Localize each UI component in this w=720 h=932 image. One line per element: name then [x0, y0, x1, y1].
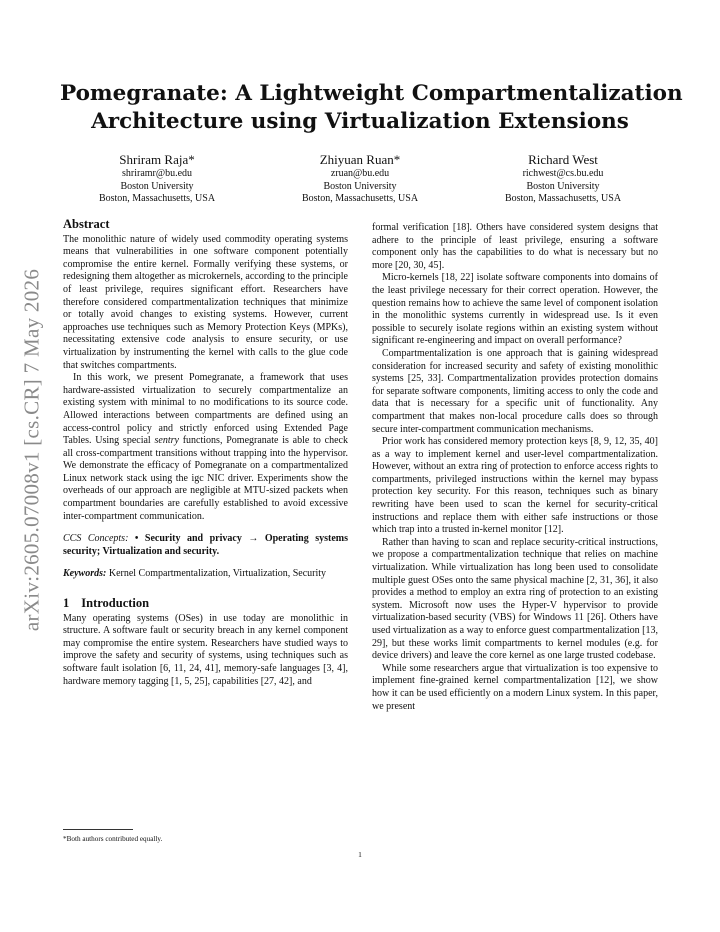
- author-name: Richard West: [528, 152, 598, 167]
- body-paragraph: Prior work has considered memory protection keys [8, 9, 12, 35, 40] as a way to implement kernel and user-level compartmentalization. However, without an extra ring of protection to enforce access rights to compartments, privileged instructions within the kernel may bypass protection key security. For this reason, techniques such as binary rewriting have been used to scan the kernel for security-critical instructions and replace them with either safe instructions or those which trap into a trusted in-kernel monitor [12].: [372, 436, 658, 536]
- intro-paragraph: Many operating systems (OSes) in use today are monolithic in structure. A software fault or security breach in any kernel component may compromise the entire system. Researchers have studied ways to improve the safety and security of systems, using techniques such as software fault isolation [6, 11, 24, 41], memory-safe languages [3, 4], hardware memory tagging [1, 5, 25], capabilities [27, 42], and: [63, 612, 348, 687]
- abstract-heading: Abstract: [63, 217, 110, 231]
- author-name: Zhiyuan Ruan*: [319, 152, 401, 167]
- author-name: Shriram Raja*: [119, 152, 195, 167]
- ccs-concepts: CCS Concepts: • Security and privacy → Operating systems security; Virtualization and security.: [63, 533, 348, 557]
- author: [62, 151, 252, 206]
- author-email: zruan@bu.edu: [330, 168, 390, 179]
- author-location: Boston, Massachusetts, USA: [301, 193, 419, 204]
- author-block: [62, 151, 658, 206]
- author: [265, 151, 455, 206]
- author-affiliation: Boston University: [323, 180, 397, 192]
- title-line: Pomegranate: A Lightweight Compartmentalization: [60, 81, 683, 106]
- body-paragraph: Rather than having to scan and replace security-critical instructions, we propose a compartmentalization technique that relies on machine virtualization. While virtualization has long been used to consolidate multiple guest OSes onto the same physical machine [2, 31, 36], it also provides a method to employ an extra ring of protection to an existing system. Microsoft now uses the Hyper-V hypervisor to provide virtualization-based security (VBS) for Windows 11 [26]. Others have used virtualization as a way to enforce guest compartmentalization [13, 29], but these works limit compartments to kernel modules (e.g. for device drivers) and leave the core kernel as one large trusted codebase.: [372, 536, 658, 662]
- arxiv-stamp: arXiv:2605.07008v1 [cs.CR] 7 May 2026: [19, 268, 44, 632]
- right-column: [372, 222, 658, 713]
- title-line: Architecture using Virtualization Extensions: [91, 109, 629, 134]
- footnote: *Both authors contributed equally.: [63, 835, 163, 843]
- footnote-rule: [63, 829, 133, 830]
- page-number: 1: [358, 850, 362, 859]
- author: [468, 151, 658, 206]
- body-paragraph: Compartmentalization is one approach that is gaining widespread consideration for increased security and safety of existing monolithic systems [25, 33]. Compartmentalization provides protection domains for separate software components, limiting access to only the code and data that is necessary for a specific unit of functionality. Any compartment that makes non-local procedure calls does so through secure inter-compartment communication mechanisms.: [372, 347, 658, 435]
- intro-heading: 1 Introduction: [63, 596, 150, 611]
- body-paragraph: formal verification [18]. Others have considered system designs that adhere to the principle of least privilege, ensuring a software component only has the capabilities to do what is necessary but no more [20, 30, 45].: [372, 222, 658, 271]
- author-affiliation: Boston University: [526, 180, 600, 192]
- author-email: richwest@cs.bu.edu: [522, 168, 604, 179]
- left-column: [63, 218, 348, 688]
- body-paragraph: Micro-kernels [18, 22] isolate software components into domains of the least privilege necessary for their correct operation. However, the question remains how to achieve the same level of component isolation in the monolithic systems currently in widespread use. Is it even possible to securely isolate regions within an existing system without significant re-engineering and impact on overall performance?: [372, 272, 658, 347]
- author-location: Boston, Massachusetts, USA: [504, 193, 622, 204]
- author-location: Boston, Massachusetts, USA: [98, 193, 216, 204]
- abstract-paragraph: In this work, we present Pomegranate, a framework that uses hardware-assisted virtualization to securely compartmentalize an existing system with minimal to no modifications to its source code. Allowed interactions between compartments are defined using an access-control policy and strictly enforced using Extended Page Tables. Using special sentry functions, Pomegranate is able to check all cross-compartment transitions without trapping into the hypervisor. We demonstrate the efficacy of Pomegranate on a compartmentalized Linux network stack using the igc NIC driver. Experiments show the overheads of our approach are negligible at MTU-sized packets when compartment boundaries are carefully established to avoid excessive inter-compartment communication.: [63, 372, 348, 522]
- author-affiliation: Boston University: [120, 180, 194, 192]
- abstract-paragraph: The monolithic nature of widely used commodity operating systems means that vulnerabilities in one software component potentially compromise the entire kernel. Formally verifying these systems, or redesigning them altogether as microkernels, according to the principle of least privilege, requires significant effort. Researchers have therefore considered compartmentalization techniques that minimize or totally avoid changes to existing systems. However, current approaches use techniques such as Memory Protection Keys (MPKs), necessitating extensive code analysis to ensure security, or use virtualization by instrumenting the kernel with calls to the glue code that switches compartments.: [63, 233, 348, 371]
- body-paragraph: While some researchers argue that virtualization is too expensive to implement fine-grained kernel compartmentalization [12], we show how it can be used efficiently on a modern Linux system. In this paper, we present: [372, 662, 658, 712]
- paper-title: [60, 80, 683, 136]
- author-email: shriramr@bu.edu: [121, 168, 193, 179]
- keywords: Keywords: Kernel Compartmentalization, Virtualization, Security: [63, 568, 327, 580]
